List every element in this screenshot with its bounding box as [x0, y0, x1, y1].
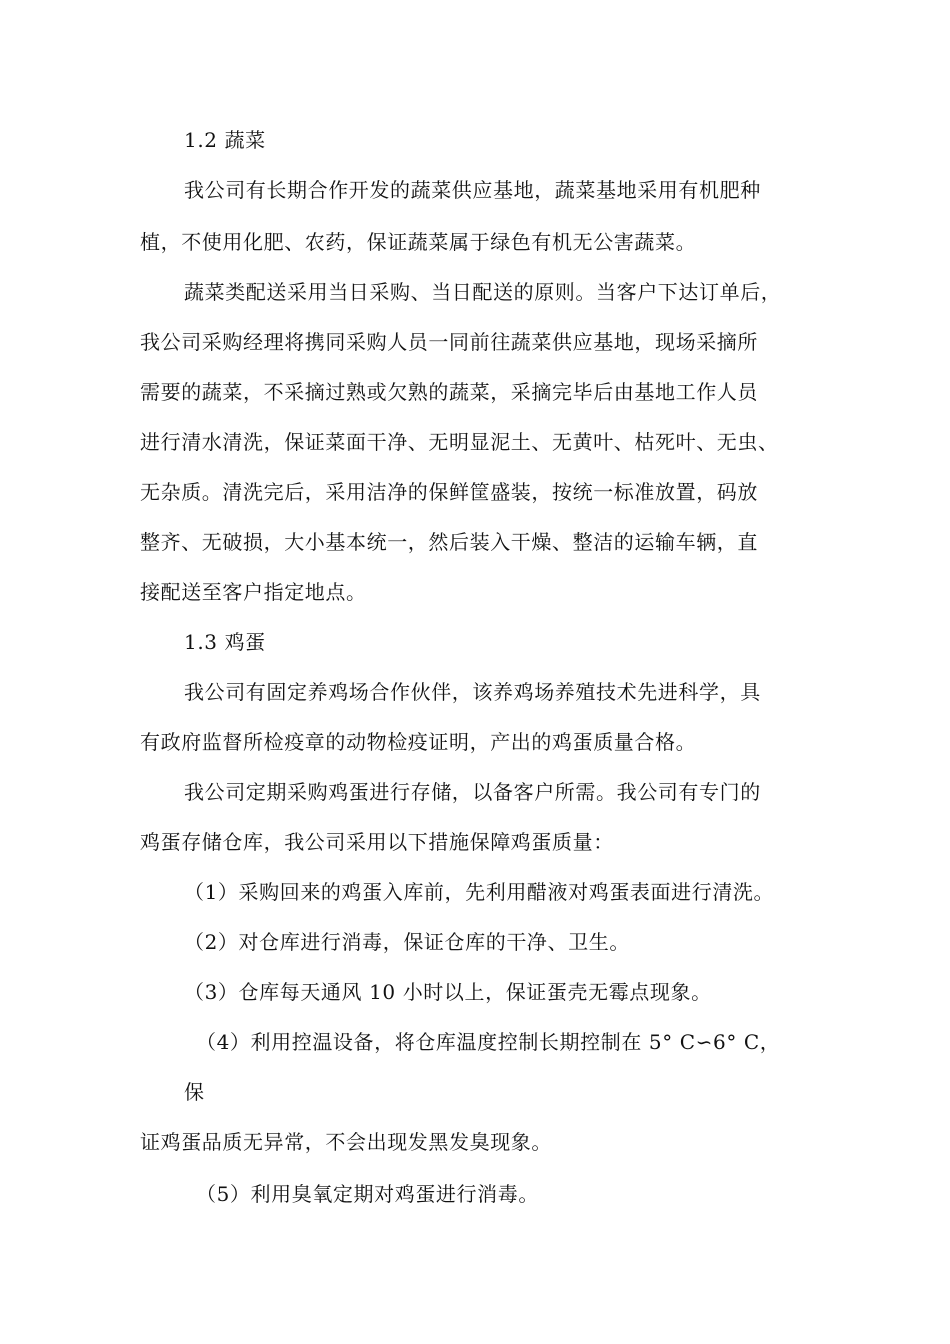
paragraph-line: 有政府监督所检疫章的动物检疫证明，产出的鸡蛋质量合格。 — [140, 730, 697, 754]
section-heading-vegetables: 1.2 蔬菜 — [184, 128, 266, 152]
list-item: （2）对仓库进行消毒，保证仓库的干净、卫生。 — [184, 930, 630, 954]
paragraph-line: 植，不使用化肥、农药，保证蔬菜属于绿色有机无公害蔬菜。 — [140, 230, 697, 254]
section-heading-eggs: 1.3 鸡蛋 — [184, 630, 266, 654]
list-item: （5）利用臭氧定期对鸡蛋进行消毒。 — [196, 1182, 539, 1206]
paragraph-line: 需要的蔬菜，不采摘过熟或欠熟的蔬菜，采摘完毕后由基地工作人员 — [140, 380, 758, 404]
paragraph-line: 我公司有固定养鸡场合作伙伴，该养鸡场养殖技术先进科学，具 — [184, 680, 761, 704]
paragraph-line: 鸡蛋存储仓库，我公司采用以下措施保障鸡蛋质量： — [140, 830, 614, 854]
paragraph-line: 进行清水清洗，保证菜面干净、无明显泥土、无黄叶、枯死叶、无虫、 — [140, 430, 779, 454]
list-item: （4）利用控温设备，将仓库温度控制长期控制在 5° C∽6° C， — [196, 1030, 781, 1054]
paragraph-line: 蔬菜类配送采用当日采购、当日配送的原则。当客户下达订单后， — [184, 280, 782, 304]
list-item-continuation: 保 — [184, 1080, 205, 1104]
list-item-continuation: 证鸡蛋品质无异常，不会出现发黑发臭现象。 — [140, 1130, 552, 1154]
paragraph-line: 我公司采购经理将携同采购人员一同前往蔬菜供应基地，现场采摘所 — [140, 330, 758, 354]
list-item: （1）采购回来的鸡蛋入库前，先利用醋液对鸡蛋表面进行清洗。 — [184, 880, 775, 904]
paragraph-line: 整齐、无破损，大小基本统一，然后装入干燥、整洁的运输车辆，直 — [140, 530, 758, 554]
paragraph-line: 接配送至客户指定地点。 — [140, 580, 367, 604]
paragraph-line: 无杂质。清洗完后，采用洁净的保鲜筐盛装，按统一标准放置，码放 — [140, 480, 758, 504]
list-item: （3）仓库每天通风 10 小时以上，保证蛋壳无霉点现象。 — [184, 980, 712, 1004]
paragraph-line: 我公司有长期合作开发的蔬菜供应基地，蔬菜基地采用有机肥种 — [184, 178, 761, 202]
paragraph-line: 我公司定期采购鸡蛋进行存储，以备客户所需。我公司有专门的 — [184, 780, 761, 804]
